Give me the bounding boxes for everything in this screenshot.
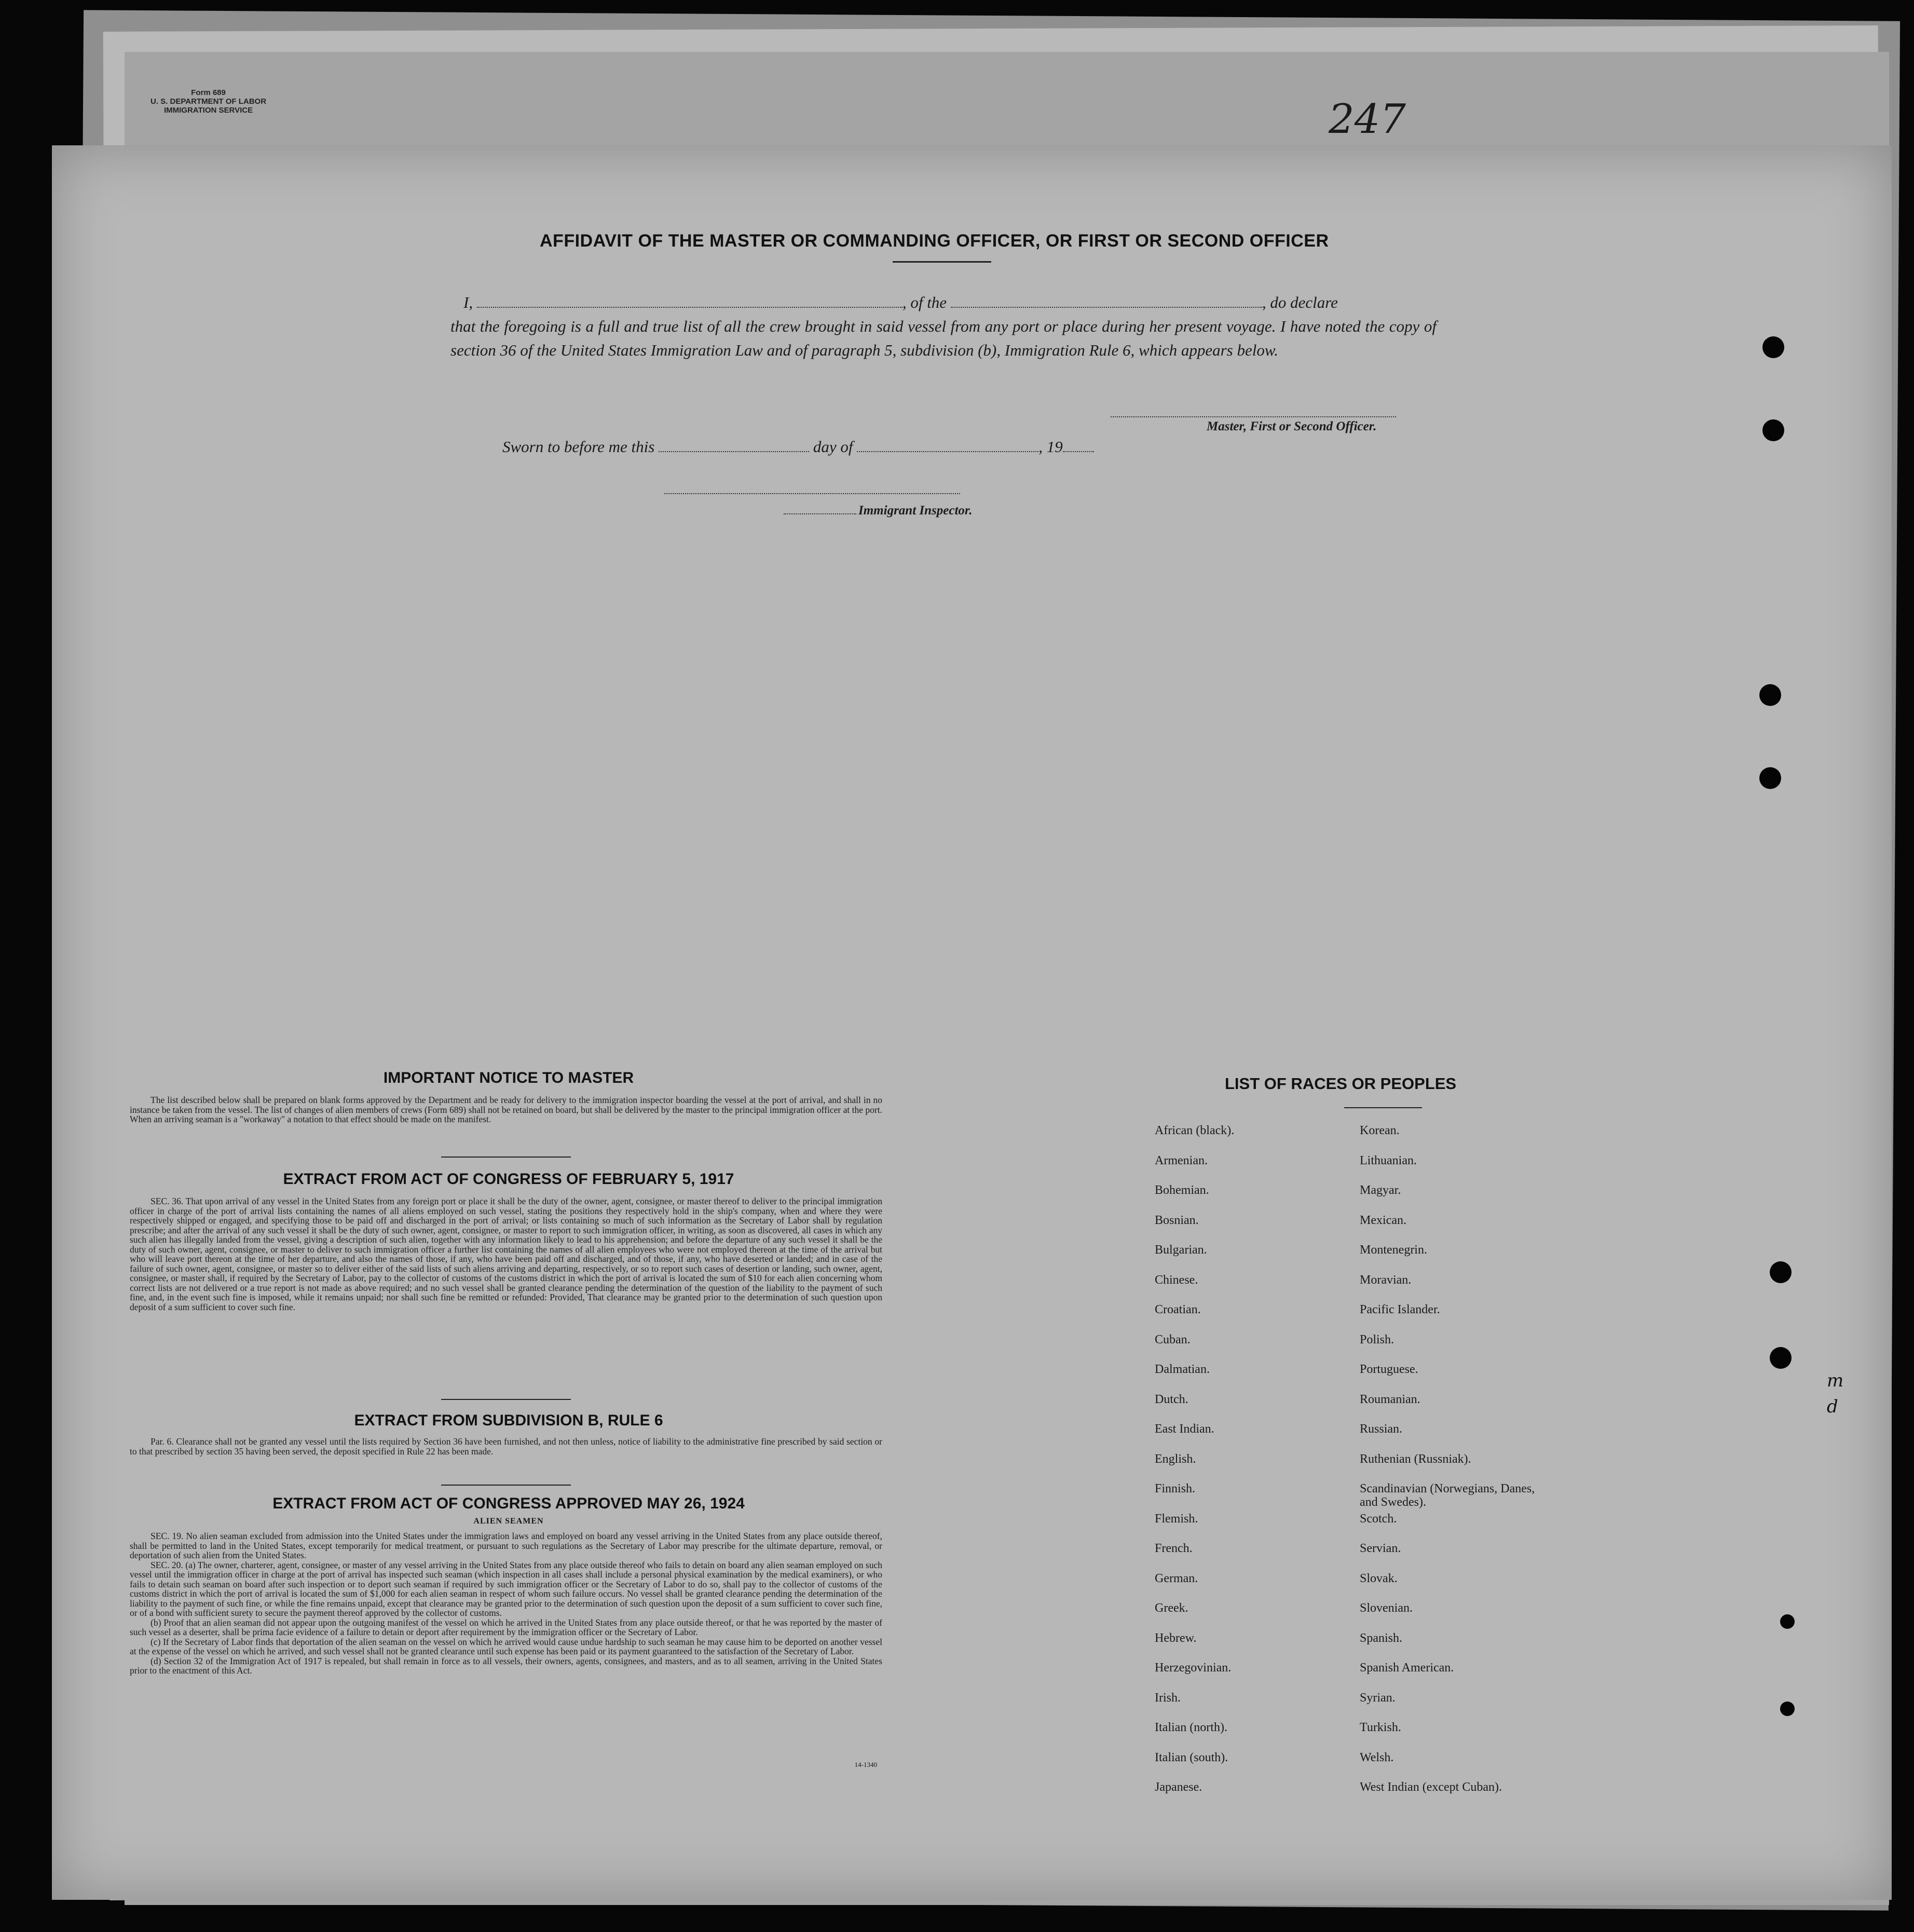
- race-item: Roumanian.: [1360, 1392, 1420, 1406]
- race-item: Greek.: [1155, 1601, 1188, 1615]
- race-item: Slovak.: [1360, 1571, 1398, 1585]
- sworn-month-field[interactable]: [857, 440, 1038, 452]
- sec-20b-paragraph: (b) Proof that an alien seaman did not appear upon the outgoing manifest of the vessel on which he arrived in the United States from any place outside thereof, or that he was reported by the master of such vessel as a deserter, shall be prima facie evidence of a failure to detain or deport after requirement by the immigration officer or the Secretary of Labor.: [130, 1617, 882, 1637]
- race-item: Mexican.: [1360, 1213, 1406, 1227]
- race-item: Armenian.: [1155, 1153, 1208, 1167]
- notice-title: IMPORTANT NOTICE TO MASTER: [383, 1069, 634, 1086]
- inspector-label: Immigrant Inspector.: [858, 504, 973, 518]
- sworn-year-field[interactable]: [1063, 440, 1094, 452]
- extract-1917-title: EXTRACT FROM ACT OF CONGRESS OF FEBRUARY 5, 1917: [283, 1171, 734, 1188]
- race-item: French.: [1155, 1542, 1193, 1555]
- service-label: IMMIGRATION SERVICE: [163, 106, 253, 115]
- race-item: Japanese.: [1155, 1780, 1202, 1794]
- divider: [441, 1485, 571, 1486]
- inspector-label-row: [784, 504, 973, 518]
- affidavit-declare: , do declare: [1262, 293, 1338, 311]
- extract-rule6-title: EXTRACT FROM SUBDIVISION B, RULE 6: [354, 1412, 663, 1429]
- divider: [441, 1157, 571, 1158]
- sec-20a-paragraph: SEC. 20. (a) The owner, charterer, agent, consignee, or master of any vessel arriving in the United States from any place outside thereof who fails to detain on board any alien seaman employed on such vessel until the immigration officer in charge at the port of arrival has inspected such seaman (which inspection in all cases shall include a personal physical examination by the medical examiners), or who fails to detain such seaman on board after such inspection or to deport such seaman if required by such immigration officer or the Secretary of Labor to do so, shall pay to the collector of customs of the customs district in which the port of arrival is located the sum of $1,000 for each alien seaman in respect of whom such failure occurs. No vessel shall be granted clearance pending the determination of the liability to the payment of such fine, or while the fine remains unpaid, except that clearance may be granted prior to the determination of such question upon the deposit of a sum sufficient to cover such fine, or of a bond with sufficient surety to secure the payment thereof approved by the collector of customs.: [130, 1559, 882, 1618]
- sec-20c-paragraph: (c) If the Secretary of Labor finds that deportation of the alien seaman on the vessel on which he arrived would cause undue hardship to such seaman he may cause him to be deported on another vessel at the expense of the vessel on which he arrived, and such vessel shall not be granted clearance until such expense has been paid or its payment guaranteed to the satisfaction of the Secretary of Labor.: [130, 1636, 882, 1656]
- race-item: Moravian.: [1360, 1273, 1412, 1287]
- sworn-prefix: Sworn to before me this: [502, 438, 655, 456]
- vessel-field[interactable]: [951, 295, 1262, 308]
- races-title: LIST OF RACES OR PEOPLES: [1225, 1074, 1457, 1093]
- race-item: Pacific Islander.: [1360, 1303, 1440, 1316]
- race-item: Portuguese.: [1360, 1363, 1418, 1376]
- race-item: Bulgarian.: [1155, 1243, 1207, 1257]
- handwritten-mark: m: [1827, 1370, 1844, 1391]
- race-item: Italian (south).: [1155, 1750, 1228, 1764]
- race-item: Scandinavian (Norwegians, Danes, and Swedes).: [1360, 1482, 1535, 1509]
- affidavit-title: AFFIDAVIT OF THE MASTER OR COMMANDING OFFICER, OR FIRST OR SECOND OFFICER: [540, 231, 1329, 251]
- section-36-paragraph: SEC. 36. That upon arrival of any vessel in the United States from any foreign port or place it shall be the duty of the owner, agent, consignee, or master thereof to deliver to the principal immigration officer in charge of the port of arrival lists containing the names of all aliens employed on such vessel, stating the positions they respectively hold in the ship's company, when and where they were respectively shipped or engaged, and specifying those to be paid off and discharged in the port of arrival; or lists containing so much of such information as the Secretary of Labor shall by regulation prescribe; and after the arrival of any such vessel it shall be the duty of such owner, agent, consignee, or master to report to such immigration officer, in writing, as soon as discovered, all cases in which any such alien has illegally landed from the vessel, giving a description of such alien, together with any information likely to lead to his apprehension; and before the departure of any such vessel it shall be the duty of such owner, agent, consignee, or master to deliver to such immigration officer a further list containing the names of all alien employees who were not employed thereon at the time of the arrival but who will leave port thereon at the time of her departure, and also the names of those, if any, who have been paid off and discharged, and of those, if any, who have deserted or landed; and in case of the failure of such owner, agent, consignee, or master so to deliver either of the said lists of such aliens arriving and departing, respectively, or so to report such cases of desertion or landing, such owner, agent, consignee, or master shall, if required by the Secretary of Labor, pay to the collector of customs of the customs district in which the port of arrival is located the sum of $10 for each alien concerning whom correct lists are not delivered or a true report is not made as above required; and no such vessel shall be granted clearance pending the determination of the question of the liability to the payment of such fine, and, in the event such fine is imposed, while it remains unpaid; nor shall such fine be remitted or refunded: Provided, That clearance may be granted prior to the determination of such question upon deposit of a sum sufficient to cover such fine.: [130, 1196, 882, 1312]
- race-item: Bohemian.: [1155, 1183, 1209, 1197]
- divider: [441, 1399, 571, 1400]
- punch-hole: [1762, 336, 1784, 358]
- race-item: Servian.: [1360, 1542, 1401, 1555]
- rule-6-paragraph: Par. 6. Clearance shall not be granted any vessel until the lists required by Section 36 have been furnished, and not then unless, notice of liability to the administrative fine prescribed by said section or to that prescribed by section 35 having been served, the deposit specified in Rule 22 has been made.: [130, 1436, 882, 1457]
- punch-hole: [1759, 767, 1781, 789]
- punch-hole: [1780, 1614, 1795, 1629]
- race-item: Flemish.: [1155, 1512, 1198, 1526]
- signature-line[interactable]: [1111, 415, 1396, 417]
- race-item: German.: [1155, 1571, 1198, 1585]
- race-item: Irish.: [1155, 1691, 1181, 1705]
- race-item: African (black).: [1155, 1124, 1235, 1137]
- race-item: Ruthenian (Russniak).: [1360, 1452, 1471, 1466]
- race-item: Syrian.: [1360, 1691, 1396, 1705]
- race-item: Russian.: [1360, 1422, 1403, 1436]
- race-item: Dutch.: [1155, 1392, 1188, 1406]
- race-item: Spanish.: [1360, 1631, 1403, 1645]
- underlying-form-header: [151, 88, 266, 115]
- affidavit-text: [450, 291, 1437, 362]
- sworn-day-label: day of: [813, 438, 853, 456]
- punch-hole: [1770, 1347, 1792, 1369]
- race-item: Croatian.: [1155, 1303, 1201, 1316]
- race-item: Turkish.: [1360, 1721, 1401, 1734]
- sworn-line: [502, 438, 1094, 456]
- punch-hole: [1770, 1261, 1792, 1283]
- race-item: Korean.: [1360, 1124, 1400, 1137]
- sec-20d-paragraph: (d) Section 32 of the Immigration Act of 1917 is repealed, but shall remain in force as to all vessels, their owners, agents, consignees, and masters, and as to all seamen, arriving in the United States prior to the enactment of this Act.: [130, 1655, 882, 1676]
- inspector-dots: [784, 506, 856, 514]
- sworn-year-label: , 19: [1038, 438, 1063, 456]
- race-item: Montenegrin.: [1360, 1243, 1427, 1257]
- form-label: Form 689: [191, 88, 226, 97]
- handwritten-number: 247: [1329, 96, 1406, 143]
- sworn-day-field[interactable]: [659, 440, 809, 452]
- sec-19-paragraph: SEC. 19. No alien seaman excluded from admission into the United States under the immigration laws and employed on board any vessel arriving in the United States from any place outside thereof, shall be permitted to land in the United States, except temporarily for medical treatment, or pursuant to such regulations as the Secretary of Labor may prescribe for the ultimate departure, removal, or deportation of such alien from the United States.: [130, 1531, 882, 1560]
- race-item: Bosnian.: [1155, 1213, 1199, 1227]
- race-item: Italian (north).: [1155, 1721, 1227, 1734]
- race-item: Slovenian.: [1360, 1601, 1413, 1615]
- affidavit-body: that the foregoing is a full and true list of all the crew brought in said vessel from any port or place during her present voyage. I have noted the copy of section 36 of the United States Immigration Law and of paragraph 5, subdivision (b), Immigration Rule 6, which appears below.: [450, 317, 1437, 359]
- race-item: Cuban.: [1155, 1332, 1191, 1346]
- extract-1917-text: [130, 1196, 882, 1312]
- extract-1924-title: EXTRACT FROM ACT OF CONGRESS APPROVED MAY 26, 1924: [272, 1495, 745, 1512]
- race-item: Welsh.: [1360, 1750, 1394, 1764]
- race-item: East Indian.: [1155, 1422, 1214, 1436]
- handwritten-mark: d: [1827, 1396, 1838, 1417]
- punch-hole: [1762, 419, 1784, 441]
- race-item: Herzegovinian.: [1155, 1661, 1232, 1675]
- race-item: Magyar.: [1360, 1183, 1401, 1197]
- race-item: Spanish American.: [1360, 1661, 1454, 1675]
- form-number: 14-1340: [854, 1761, 877, 1768]
- divider: [1344, 1107, 1422, 1108]
- extract-rule6-text: [130, 1437, 882, 1456]
- race-item: Dalmatian.: [1155, 1363, 1210, 1376]
- alien-seamen-subtitle: ALIEN SEAMEN: [473, 1517, 544, 1526]
- signature-label: Master, First or Second Officer.: [1207, 419, 1377, 433]
- affidavit-of-the: , of the: [902, 293, 947, 311]
- race-item: West Indian (except Cuban).: [1360, 1780, 1502, 1794]
- notice-paragraph: The list described below shall be prepared on blank forms approved by the Department and be ready for delivery to the immigration inspector boarding the vessel at the port of arrival, and shall in no instance be taken from the vessel. The list of changes of alien members of crews (Form 689) shall not be retained on board, but shall be delivered by the master to the principal immigration officer at the port. When an arriving seaman is a "workaway" a notation to that effect should be made on the manifest.: [130, 1095, 882, 1124]
- punch-hole: [1759, 684, 1781, 706]
- department-label: U. S. DEPARTMENT OF LABOR: [151, 97, 267, 106]
- race-item: Scotch.: [1360, 1512, 1397, 1526]
- race-item: Polish.: [1360, 1332, 1395, 1346]
- divider: [893, 261, 991, 263]
- race-item: Hebrew.: [1155, 1631, 1197, 1645]
- race-item: Finnish.: [1155, 1482, 1196, 1495]
- race-item: Lithuanian.: [1360, 1153, 1417, 1167]
- affidavit-i: I,: [463, 293, 473, 311]
- notice-text: [130, 1095, 882, 1124]
- race-item: English.: [1155, 1452, 1196, 1466]
- race-item: Chinese.: [1155, 1273, 1198, 1287]
- extract-1924-text: [130, 1531, 882, 1676]
- inspector-signature-line[interactable]: [664, 492, 960, 494]
- punch-hole: [1780, 1702, 1795, 1716]
- name-field[interactable]: [477, 295, 903, 308]
